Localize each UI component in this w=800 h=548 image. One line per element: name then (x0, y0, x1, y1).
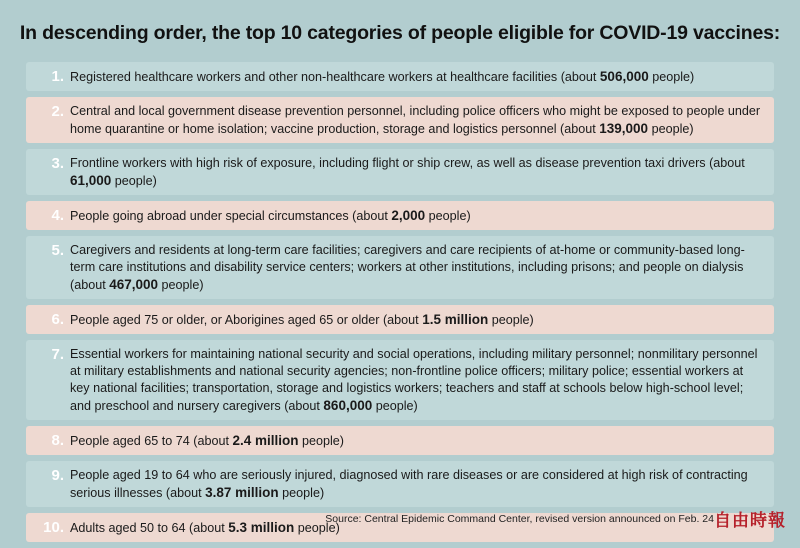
source-note: Source: Central Epidemic Command Center, revised version announced on Feb. 24 (325, 513, 714, 525)
item-text: Adults aged 50 to 64 (about 5.3 million people) (70, 520, 340, 535)
item-text: People aged 65 to 74 (about 2.4 million people) (70, 433, 344, 448)
item-count: 467,000 (109, 277, 159, 292)
item-count: 506,000 (599, 69, 649, 84)
page-title: In descending order, the top 10 categories of people eligible for COVID-19 vaccines: (19, 22, 781, 44)
item-number: 5. (51, 242, 64, 259)
item-text: Central and local government disease prevention personnel, including police officers who might be exposed to people under home quarantine or home isolation; vaccine production, storage and logistics personnel (about 139,000 people) (70, 104, 761, 136)
item-text: People going abroad under special circumstances (about 2,000 people) (70, 208, 471, 223)
list-item (26, 461, 774, 507)
item-text: Frontline workers with high risk of exposure, including flight or ship crew, as well as disease prevention taxi drivers (about 61,000 people) (70, 156, 745, 188)
item-count: 860,000 (323, 398, 373, 413)
list-item (26, 340, 774, 420)
item-count: 139,000 (599, 121, 649, 136)
item-text: Registered healthcare workers and other non-healthcare workers at healthcare facilities (about 506,000 people) (70, 69, 695, 84)
item-count: 2.4 million (232, 433, 299, 448)
item-count: 3.87 million (205, 485, 279, 500)
item-count: 61,000 (70, 173, 112, 188)
list-item (26, 426, 774, 455)
list-item (26, 97, 774, 143)
item-text: People aged 19 to 64 who are seriously injured, diagnosed with rare diseases or are considered at high risk of contracting serious illnesses (about 3.87 million people) (70, 468, 748, 500)
item-number: 4. (51, 207, 64, 224)
publisher-logo: 自由時報 (714, 511, 786, 531)
list-item (26, 149, 774, 195)
item-number: 8. (51, 432, 64, 449)
item-number: 2. (51, 103, 64, 120)
item-count: 2,000 (391, 208, 426, 223)
item-number: 3. (51, 155, 64, 172)
item-number: 10. (43, 519, 64, 536)
item-count: 1.5 million (422, 312, 489, 327)
list-item (26, 305, 774, 334)
item-number: 1. (51, 68, 64, 85)
list-item (26, 62, 774, 91)
item-number: 7. (51, 346, 64, 363)
list-item (26, 236, 774, 299)
list-item (26, 201, 774, 230)
item-text: Essential workers for maintaining national security and social operations, including military personnel; nonmilitary personnel at military establishments and national security agencies; non-frontline police officers; military police; essential workers at key national facilities; transportation, storage and logistics workers; teachers and staff at schools below high-school level; and preschool and nursery caregivers (about 860,000 people) (70, 347, 758, 413)
item-text: Caregivers and residents at long-term care facilities; caregivers and care recipients of at-home or community-based long-term care institutions and disability service centers; workers at other institutions, including prisons; and people on dialysis (about 467,000 people) (70, 243, 745, 292)
eligibility-list (26, 62, 774, 548)
item-count: 5.3 million (228, 520, 295, 535)
item-number: 9. (51, 467, 64, 484)
item-text: People aged 75 or older, or Aborigines aged 65 or older (about 1.5 million people) (70, 312, 534, 327)
item-number: 6. (51, 311, 64, 328)
